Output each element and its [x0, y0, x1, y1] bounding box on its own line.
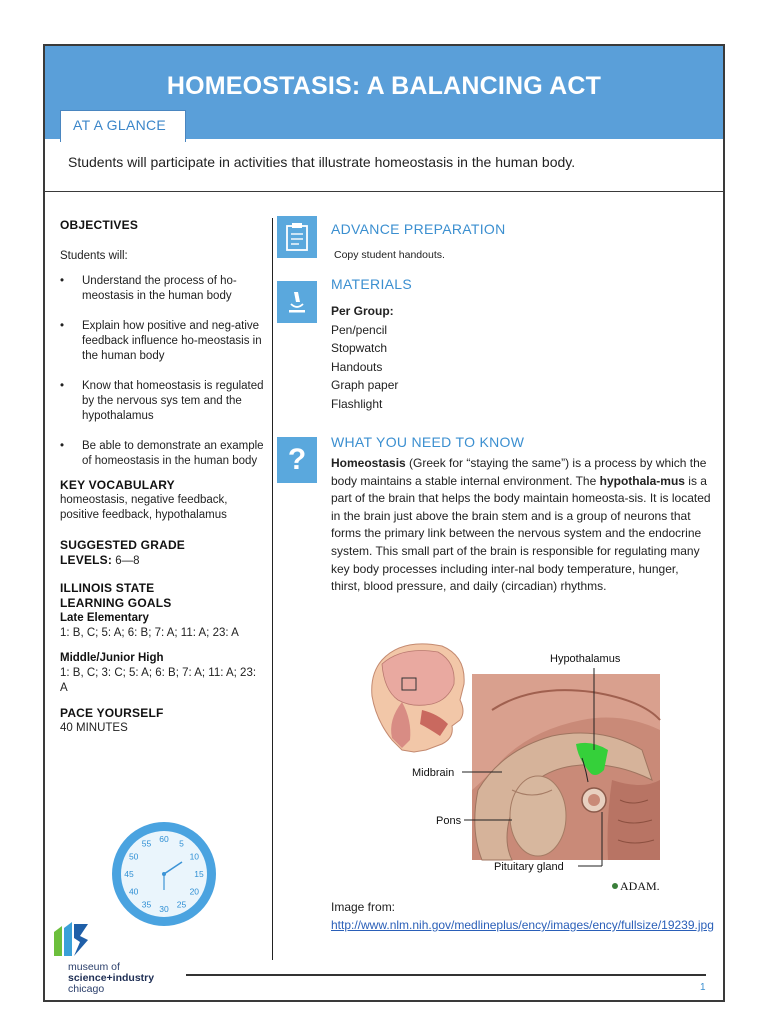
page-number: 1 — [700, 982, 706, 993]
what-you-need-to-know-text — [331, 455, 711, 596]
footer-rule — [186, 974, 706, 976]
key-vocabulary-text: homeostasis, negative feedback, positive feedback, hypothalamus — [60, 494, 228, 521]
column-divider — [272, 218, 273, 960]
grade-levels — [60, 553, 265, 569]
pace-yourself-heading: PACE YOURSELF — [60, 706, 164, 720]
homeostasis-term: Homeostasis — [331, 456, 406, 470]
clock-number: 25 — [176, 899, 187, 910]
middle-junior-high-goals: 1: B, C; 3: C; 5: A; 6: B; 7: A; 11: A; 23: A — [60, 667, 257, 694]
brain-diagram — [362, 640, 692, 900]
material-item: Pen/pencil — [331, 322, 388, 337]
clock-number: 40 — [128, 886, 139, 897]
students-will-label: Students will: — [60, 250, 128, 262]
grade-levels-label: LEVELS: — [60, 553, 113, 567]
advance-preparation-title: ADVANCE PREPARATION — [331, 221, 506, 237]
pace-yourself-value: 40 MINUTES — [60, 722, 128, 734]
image-caption — [331, 898, 714, 934]
question-mark-icon: ? — [277, 437, 317, 483]
materials-list — [331, 302, 398, 413]
objective-item: • Know that homeostasis is regulated by the nervous sys tem and the hypothalamus — [60, 379, 265, 424]
learning-goals-heading-1: ILLINOIS STATE — [60, 581, 155, 595]
material-item: Flashlight — [331, 396, 383, 411]
clock-number: 30 — [159, 904, 169, 914]
middle-junior-high-heading: Middle/Junior High — [60, 652, 164, 664]
microscope-icon — [277, 281, 317, 323]
clock-number: 55 — [141, 838, 152, 849]
material-item: Graph paper — [331, 378, 399, 392]
clock-number: 50 — [128, 851, 139, 862]
late-elementary-heading: Late Elementary — [60, 612, 149, 624]
caption-link[interactable]: http://www.nlm.nih.gov/medlineplus/ency/images/ency/fullsize/19239.jpg — [331, 918, 714, 932]
per-group-label: Per Group: — [331, 304, 394, 318]
clock-number: 15 — [194, 869, 204, 879]
logo-line-2-text: science+industry — [68, 972, 155, 984]
museum-logo-text — [68, 962, 154, 995]
adam-logo-mark — [612, 883, 618, 889]
advance-preparation-text: Copy student handouts. — [334, 249, 445, 261]
left-column — [60, 218, 265, 736]
clock-number: 60 — [159, 834, 169, 844]
objectives-list — [60, 274, 265, 469]
head-profile-image — [372, 644, 464, 752]
objectives-heading: OBJECTIVES — [60, 218, 139, 232]
objective-item: • Explain how positive and neg-ative feedback influence ho-meostasis in the human body — [60, 319, 265, 364]
grade-levels-value: 6—8 — [115, 555, 140, 567]
pons-label: Pons — [436, 815, 462, 827]
adam-logo-text: ADAM. — [620, 879, 660, 893]
know-text-part-1: (Greek for “staying the same”) is a process by which the body maintains a stable internal environment. The — [331, 456, 707, 488]
what-you-need-to-know-title: WHAT YOU NEED TO KNOW — [331, 434, 525, 450]
clock-number: 10 — [189, 851, 200, 862]
objective-item: • Be able to demonstrate an example of homeostasis in the human body — [60, 439, 265, 469]
logo-line-3: chicago — [68, 983, 105, 995]
hypothalamus-label: Hypothalamus — [550, 653, 621, 665]
materials-title: MATERIALS — [331, 276, 413, 292]
clock-number: 45 — [124, 869, 134, 879]
clipboard-icon — [277, 216, 317, 258]
at-a-glance-summary: Students will participate in activities that illustrate homeostasis in the human body. — [68, 154, 576, 170]
key-vocabulary-heading: KEY VOCABULARY — [60, 478, 175, 492]
midbrain-label: Midbrain — [412, 767, 455, 779]
logo-line-1: museum of — [68, 961, 120, 973]
know-text-part-2: is a part of the brain that helps the body maintain homeosta-sis. It is located in the brain just above the brain stem and is a group of neurons that forms the primary link between the nervous system and the endocrine system. This small part of the brain is responsible for regulating many key body processes including inter-nal body temperature, hunger, thirst, blood pressure, and daily (circadian) rhythms. — [331, 473, 711, 594]
caption-prefix: Image from: — [331, 900, 396, 914]
museum-logo-icon — [52, 918, 92, 960]
stopwatch-icon — [108, 818, 220, 930]
material-item: Handouts — [331, 359, 383, 374]
grade-heading: SUGGESTED GRADE — [60, 538, 186, 552]
hypothalamus-term: hypothala-mus — [599, 473, 685, 488]
late-elementary-goals: 1: B, C; 5: A; 6: B; 7: A; 11: A; 23: A — [60, 627, 239, 639]
page-title: HOMEOSTASIS: A BALANCING ACT — [166, 72, 602, 100]
learning-goals-heading-2: LEARNING GOALS — [60, 596, 172, 610]
brain-section-image — [472, 674, 660, 860]
at-a-glance-tab: AT A GLANCE — [60, 110, 186, 142]
clock-number: 5 — [179, 838, 184, 849]
clock-number: 20 — [189, 886, 200, 897]
material-item: Stopwatch — [331, 341, 388, 355]
objective-item: • Understand the process of ho-meostasis in the human body — [60, 274, 265, 304]
clock-number: 35 — [141, 899, 152, 910]
pituitary-gland-label: Pituitary gland — [494, 861, 564, 873]
